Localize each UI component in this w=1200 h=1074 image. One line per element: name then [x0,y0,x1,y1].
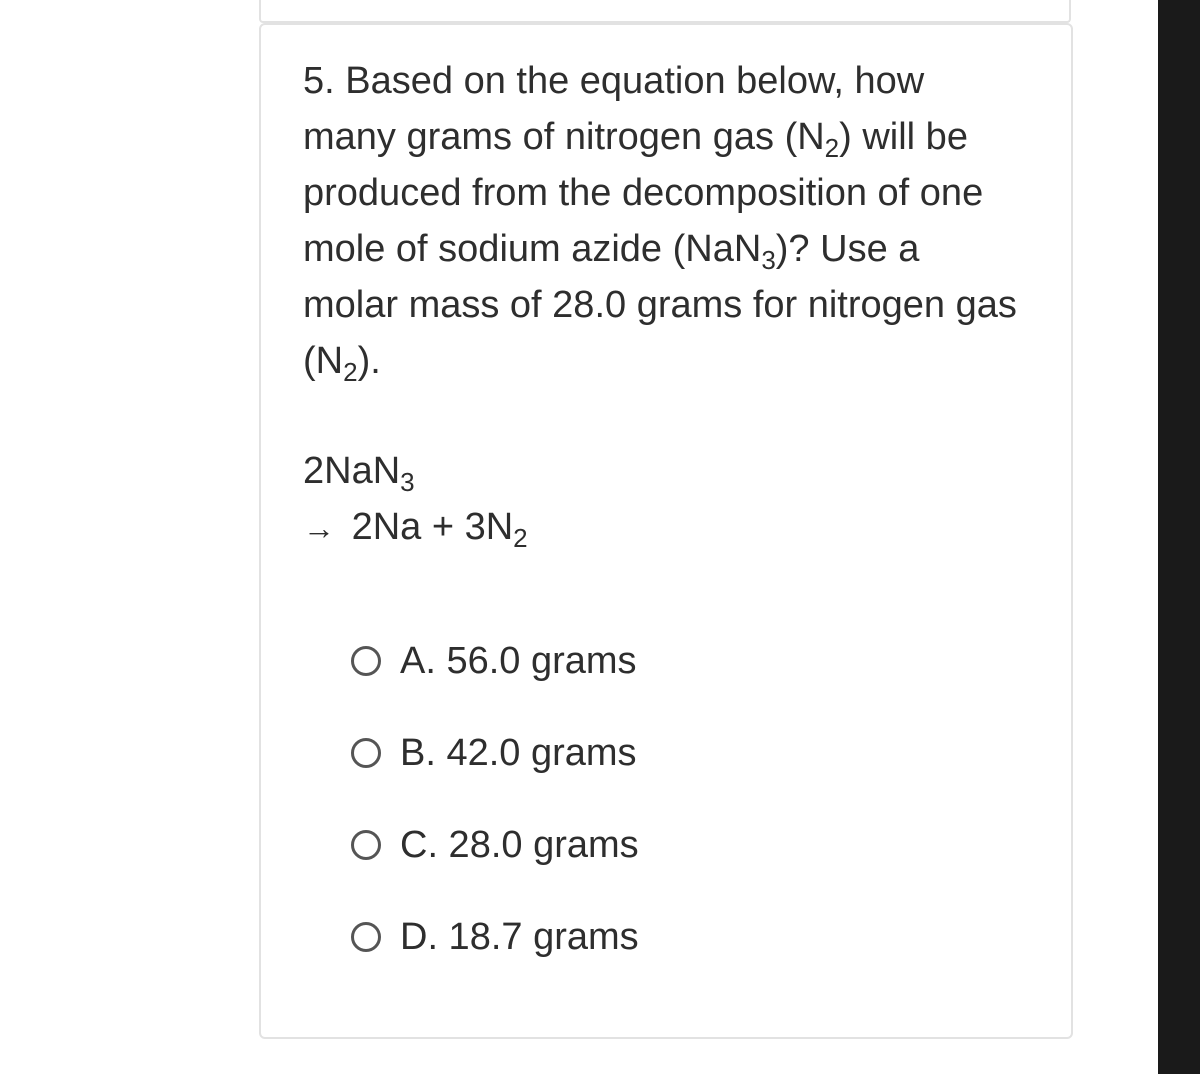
equation-reactant: 2NaN$_3$ [303,450,415,497]
option-label: D. 18.7 grams [400,915,639,958]
option-c[interactable] [351,799,851,891]
question-number: 5. [303,60,335,102]
chemical-equation [303,443,903,556]
radio-button-icon[interactable] [351,646,381,676]
radio-button-icon[interactable] [351,830,381,860]
right-edge-bar [1158,0,1200,1074]
option-label: A. 56.0 grams [400,639,637,682]
answer-options [351,615,851,983]
option-label: B. 42.0 grams [400,731,637,774]
option-d[interactable] [351,891,851,983]
right-arrow-icon: → [303,510,335,546]
option-b[interactable] [351,707,851,799]
radio-button-icon[interactable] [351,922,381,952]
option-label: C. 28.0 grams [400,823,639,866]
equation-products: → $2Na + 3N_2$ [303,506,528,553]
question-text: 5. Based on the equation below, how many grams of nitrogen gas $(N_2)$ will be produced from the decomposition of one mole of sodium azide (NaN$_3$)? Use a molar mass of 28.0 grams for nitrogen gas $(N_2)$. [303,60,1017,387]
radio-button-icon[interactable] [351,738,381,768]
question-card [259,23,1073,1039]
previous-question-card [259,0,1071,23]
option-a[interactable] [351,615,851,707]
